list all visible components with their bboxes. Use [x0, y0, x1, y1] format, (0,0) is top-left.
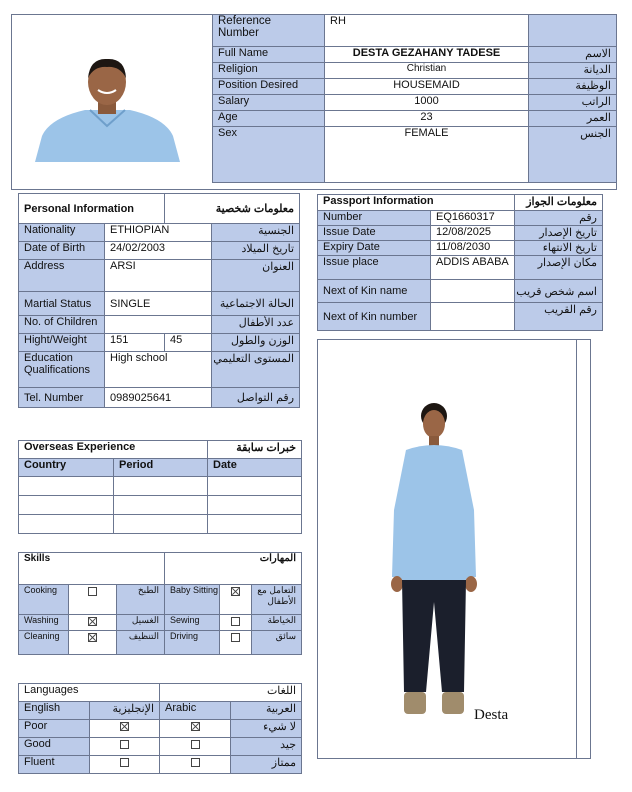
- reference-number-label: Reference Number: [213, 15, 325, 47]
- sex-value: FEMALE: [325, 127, 529, 183]
- marital-ar: الحالة الاجتماعية: [212, 292, 300, 316]
- dob-ar: تاريخ الميلاد: [212, 242, 300, 260]
- height-weight-label: Hight/Weight: [19, 334, 105, 352]
- issue-place-value: ADDIS ABABA: [431, 256, 515, 280]
- kin-number-value: [431, 303, 515, 331]
- cooking-ar: الطبخ: [117, 585, 165, 615]
- good-arabic-checkbox[interactable]: [191, 740, 200, 749]
- nationality-ar: الجنسية: [212, 224, 300, 242]
- overseas-col-country: Country: [19, 459, 114, 477]
- table-cell: [19, 496, 114, 515]
- overseas-col-period: Period: [114, 459, 208, 477]
- passport-number-label: Number: [318, 211, 431, 226]
- full-name-value: DESTA GEZAHANY TADESE: [325, 47, 529, 63]
- cleaning-label: Cleaning: [19, 631, 69, 655]
- fluent-arabic-checkbox[interactable]: [191, 758, 200, 767]
- baby-sitting-checkbox[interactable]: [231, 587, 240, 596]
- overseas-col-date: Date: [208, 459, 302, 477]
- washing-label: Washing: [19, 615, 69, 631]
- driving-ar: سائق: [252, 631, 302, 655]
- personal-info-table: [18, 193, 300, 408]
- good-arabic-cell: [160, 738, 231, 756]
- passport-number-ar: رقم: [515, 211, 603, 226]
- education-label: Education Qualifications: [19, 352, 105, 388]
- washing-checkbox-cell: [69, 615, 117, 631]
- washing-ar: الغسيل: [117, 615, 165, 631]
- issue-place-label: Issue place: [318, 256, 431, 280]
- overseas-title-ar: خبرات سابقة: [208, 441, 302, 459]
- sewing-label: Sewing: [165, 615, 220, 631]
- baby-sitting-ar: التعامل مع الأطفال: [252, 585, 302, 615]
- baby-sitting-checkbox-cell: [220, 585, 252, 615]
- table-cell: [208, 477, 302, 496]
- personal-info-title-ar: معلومات شخصية: [165, 194, 300, 224]
- marital-label: Martial Status: [19, 292, 105, 316]
- cooking-label: Cooking: [19, 585, 69, 615]
- table-cell: [19, 515, 114, 534]
- sewing-checkbox-cell: [220, 615, 252, 631]
- position-label: Position Desired: [213, 79, 325, 95]
- education-value: High school: [105, 352, 212, 388]
- languages-table: [18, 683, 302, 774]
- passport-info-table: [317, 194, 603, 331]
- age-label: Age: [213, 111, 325, 127]
- poor-ar: لا شيء: [231, 720, 302, 738]
- baby-sitting-label: Baby Sitting: [165, 585, 220, 615]
- religion-ar: الديانة: [529, 63, 617, 79]
- salary-value: 1000: [325, 95, 529, 111]
- weight-value: 45: [165, 334, 212, 352]
- arabic-ar: العربية: [231, 702, 302, 720]
- poor-arabic-checkbox[interactable]: [191, 722, 200, 731]
- religion-value: Christian: [325, 63, 529, 79]
- cooking-checkbox-cell: [69, 585, 117, 615]
- personal-info-title: Personal Information: [19, 194, 165, 224]
- expiry-date-label: Expiry Date: [318, 241, 431, 256]
- arabic-label: Arabic: [160, 702, 231, 720]
- skills-title: Skills: [19, 553, 165, 585]
- table-cell: [208, 515, 302, 534]
- position-ar: الوظيفة: [529, 79, 617, 95]
- religion-label: Religion: [213, 63, 325, 79]
- fluent-arabic-cell: [160, 756, 231, 774]
- full-name-ar: الاسم: [529, 47, 617, 63]
- address-label: Address: [19, 260, 105, 292]
- overseas-title: Overseas Experience: [19, 441, 208, 459]
- languages-title: Languages: [19, 684, 160, 702]
- full-body-photo: [384, 402, 484, 720]
- poor-arabic-cell: [160, 720, 231, 738]
- overseas-experience-table: [18, 440, 302, 534]
- cleaning-ar: التنظيف: [117, 631, 165, 655]
- sewing-ar: الخياطة: [252, 615, 302, 631]
- photo-caption: Desta: [474, 707, 509, 723]
- children-ar: عدد الأطفال: [212, 316, 300, 334]
- children-value: [105, 316, 212, 334]
- skills-title-ar: المهارات: [165, 553, 302, 585]
- kin-number-ar: رقم القريب: [515, 303, 603, 331]
- table-cell: [19, 477, 114, 496]
- reference-number-value: RH: [325, 15, 529, 47]
- poor-english-checkbox[interactable]: [120, 722, 129, 731]
- address-ar: العنوان: [212, 260, 300, 292]
- driving-checkbox-cell: [220, 631, 252, 655]
- expiry-date-value: 11/08/2030: [431, 241, 515, 256]
- portrait-photo: [30, 56, 185, 162]
- fluent-english-checkbox[interactable]: [120, 758, 129, 767]
- marital-value: SINGLE: [105, 292, 212, 316]
- full-body-photo-frame: [317, 339, 591, 759]
- english-label: English: [19, 702, 90, 720]
- full-name-label: Full Name: [213, 47, 325, 63]
- washing-checkbox[interactable]: [88, 617, 97, 626]
- table-cell: [114, 515, 208, 534]
- address-value: ARSI: [105, 260, 212, 292]
- driving-checkbox[interactable]: [231, 633, 240, 642]
- kin-name-value: [431, 280, 515, 303]
- kin-number-label: Next of Kin number: [318, 303, 431, 331]
- good-english-cell: [90, 738, 160, 756]
- passport-number-value: EQ1660317: [431, 211, 515, 226]
- sex-ar: الجنس: [529, 127, 617, 183]
- nationality-value: ETHIOPIAN: [105, 224, 212, 242]
- passport-info-title-ar: معلومات الجواز: [515, 195, 603, 211]
- issue-date-ar: تاريخ الإصدار: [515, 226, 603, 241]
- education-ar: المستوى التعليمي: [212, 352, 300, 388]
- tel-label: Tel. Number: [19, 388, 105, 408]
- issue-date-label: Issue Date: [318, 226, 431, 241]
- fluent-english-cell: [90, 756, 160, 774]
- sewing-checkbox[interactable]: [231, 617, 240, 626]
- poor-label: Poor: [19, 720, 90, 738]
- children-label: No. of Children: [19, 316, 105, 334]
- tel-value: 0989025641: [105, 388, 212, 408]
- good-english-checkbox[interactable]: [120, 740, 129, 749]
- age-ar: العمر: [529, 111, 617, 127]
- issue-date-value: 12/08/2025: [431, 226, 515, 241]
- dob-value: 24/02/2003: [105, 242, 212, 260]
- salary-label: Salary: [213, 95, 325, 111]
- salary-ar: الراتب: [529, 95, 617, 111]
- fluent-ar: ممتاز: [231, 756, 302, 774]
- table-cell: [114, 477, 208, 496]
- tel-ar: رقم التواصل: [212, 388, 300, 408]
- passport-info-title: Passport Information: [318, 195, 515, 211]
- fluent-label: Fluent: [19, 756, 90, 774]
- expiry-date-ar: تاريخ الانتهاء: [515, 241, 603, 256]
- kin-name-ar: اسم شخص قريب: [515, 280, 603, 303]
- languages-title-ar: اللغات: [160, 684, 302, 702]
- table-cell: [114, 496, 208, 515]
- table-cell: [208, 496, 302, 515]
- reference-number-ar: [529, 15, 617, 47]
- driving-label: Driving: [165, 631, 220, 655]
- kin-name-label: Next of Kin name: [318, 280, 431, 303]
- nationality-label: Nationality: [19, 224, 105, 242]
- header-table: [212, 14, 617, 183]
- height-weight-ar: الوزن والطول: [212, 334, 300, 352]
- position-value: HOUSEMAID: [325, 79, 529, 95]
- dob-label: Date of Birth: [19, 242, 105, 260]
- english-ar: الإنجليزية: [90, 702, 160, 720]
- good-ar: جيد: [231, 738, 302, 756]
- poor-english-cell: [90, 720, 160, 738]
- cleaning-checkbox-cell: [69, 631, 117, 655]
- age-value: 23: [325, 111, 529, 127]
- cleaning-checkbox[interactable]: [88, 633, 97, 642]
- skills-table: [18, 552, 302, 655]
- height-value: 151: [105, 334, 165, 352]
- good-label: Good: [19, 738, 90, 756]
- cooking-checkbox[interactable]: [88, 587, 97, 596]
- sex-label: Sex: [213, 127, 325, 183]
- issue-place-ar: مكان الإصدار: [515, 256, 603, 280]
